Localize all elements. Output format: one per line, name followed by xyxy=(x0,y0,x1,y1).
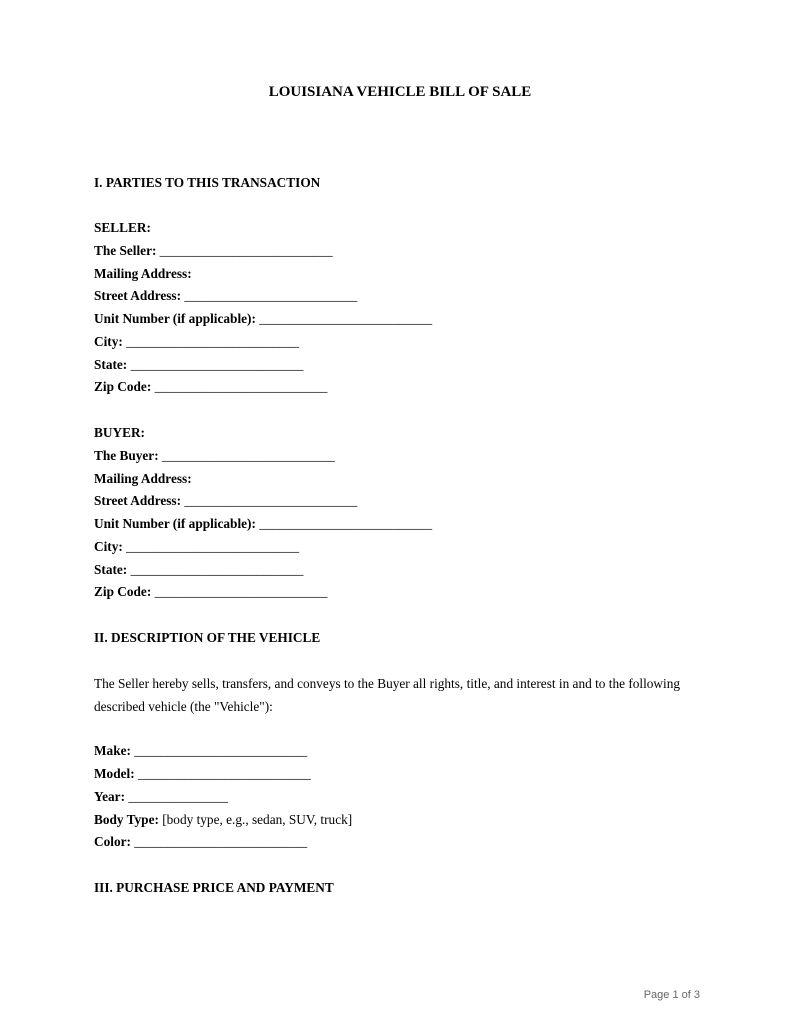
buyer-zip-line xyxy=(94,583,327,601)
color-blank[interactable]: __________________________ xyxy=(134,834,308,849)
seller-name-line xyxy=(94,242,333,260)
buyer-state-blank[interactable]: __________________________ xyxy=(130,562,304,577)
seller-street-blank[interactable]: __________________________ xyxy=(184,288,358,303)
buyer-unit-line xyxy=(94,515,432,533)
section-1-heading: I. PARTIES TO THIS TRANSACTION xyxy=(94,175,321,190)
buyer-unit-blank[interactable]: __________________________ xyxy=(259,516,433,531)
seller-unit-line xyxy=(94,310,432,328)
buyer-zip-label: Zip Code: xyxy=(94,584,152,599)
seller-heading: SELLER: xyxy=(94,220,151,235)
make-label: Make: xyxy=(94,743,131,758)
color-label: Color: xyxy=(94,834,131,849)
body-type-value[interactable]: [body type, e.g., sedan, SUV, truck] xyxy=(162,812,353,827)
year-blank[interactable]: _______________ xyxy=(128,789,229,804)
buyer-street-blank[interactable]: __________________________ xyxy=(184,493,358,508)
seller-state-line xyxy=(94,356,303,374)
seller-street-label: Street Address: xyxy=(94,288,182,303)
buyer-city-label: City: xyxy=(94,539,123,554)
vehicle-description-paragraph: The Seller hereby sells, transfers, and conveys to the Buyer all rights, title, and interest in and to the following described vehicle (the "Vehicle"): xyxy=(94,676,681,714)
buyer-name-label: The Buyer: xyxy=(94,448,159,463)
buyer-street-label: Street Address: xyxy=(94,493,182,508)
model-blank[interactable]: __________________________ xyxy=(137,766,311,781)
buyer-state-line xyxy=(94,561,303,579)
buyer-heading: BUYER: xyxy=(94,425,145,440)
seller-unit-blank[interactable]: __________________________ xyxy=(259,311,433,326)
seller-unit-label: Unit Number (if applicable): xyxy=(94,311,256,326)
seller-zip-label: Zip Code: xyxy=(94,379,152,394)
body-type-label: Body Type: xyxy=(94,812,159,827)
seller-city-line xyxy=(94,333,299,351)
year-label: Year: xyxy=(94,789,126,804)
seller-name-label: The Seller: xyxy=(94,243,157,258)
seller-city-blank[interactable]: __________________________ xyxy=(126,334,299,349)
seller-zip-line xyxy=(94,378,327,396)
page-number: Page 1 of 3 xyxy=(643,989,700,1001)
section-3-heading: III. PURCHASE PRICE AND PAYMENT xyxy=(94,880,334,895)
model-line xyxy=(94,765,311,783)
seller-zip-blank[interactable]: __________________________ xyxy=(154,379,328,394)
make-line xyxy=(94,742,307,760)
seller-state-blank[interactable]: __________________________ xyxy=(130,357,304,372)
buyer-name-blank[interactable]: __________________________ xyxy=(161,448,335,463)
seller-name-blank[interactable]: __________________________ xyxy=(159,243,333,258)
buyer-city-blank[interactable]: __________________________ xyxy=(126,539,299,554)
seller-mailing-label: Mailing Address: xyxy=(94,266,192,281)
make-blank[interactable]: __________________________ xyxy=(134,743,308,758)
buyer-mailing-label: Mailing Address: xyxy=(94,471,192,486)
buyer-street-line xyxy=(94,492,357,510)
seller-city-label: City: xyxy=(94,334,123,349)
seller-state-label: State: xyxy=(94,357,128,372)
buyer-unit-label: Unit Number (if applicable): xyxy=(94,516,256,531)
section-2-heading: II. DESCRIPTION OF THE VEHICLE xyxy=(94,630,321,645)
document-title: LOUISIANA VEHICLE BILL OF SALE xyxy=(268,84,532,100)
buyer-name-line xyxy=(94,447,335,465)
buyer-city-line xyxy=(94,538,299,556)
buyer-zip-blank[interactable]: __________________________ xyxy=(154,584,328,599)
year-line xyxy=(94,788,228,806)
body-type-line xyxy=(94,811,352,829)
buyer-state-label: State: xyxy=(94,562,128,577)
seller-street-line xyxy=(94,287,357,305)
model-label: Model: xyxy=(94,766,135,781)
color-line xyxy=(94,833,307,851)
